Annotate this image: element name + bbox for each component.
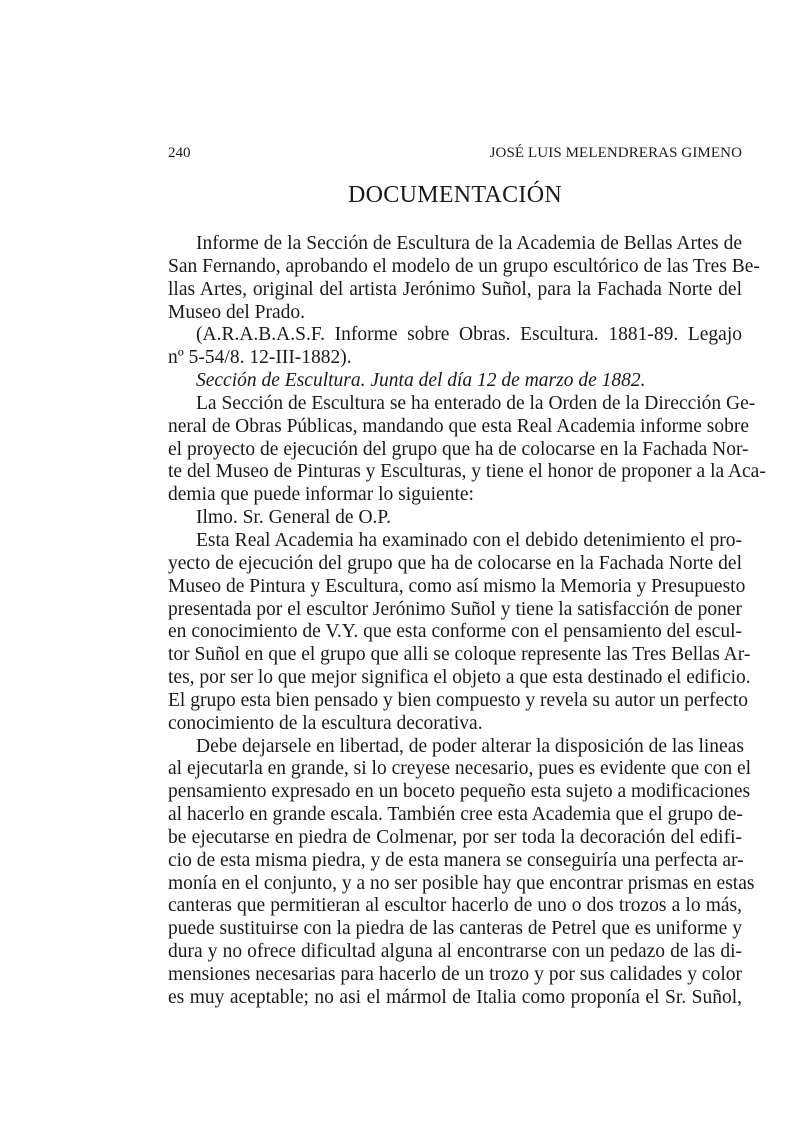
- body-line: Esta Real Academia ha examinado con el debido detenimiento el pro-: [196, 529, 742, 551]
- body-line: mensiones necesarias para hacerlo de un trozo y por sus calidades y color: [168, 964, 742, 985]
- body-line: tes, por ser lo que mejor significa el objeto a que esta destinado el edificio.: [168, 667, 751, 689]
- body-line: tor Suñol en que el grupo que alli se coloque represente las Tres Bellas Ar-: [168, 644, 751, 666]
- section-title: DOCUMENTACIÓN: [348, 182, 562, 208]
- running-header-author: JOSÉ LUIS MELENDRERAS GIMENO: [489, 145, 742, 161]
- body-line: conocimiento de la escultura decorativa.: [168, 712, 483, 734]
- body-line: al ejecutarla en grande, si lo creyese necesario, pues es evidente que con el: [168, 758, 752, 780]
- body-line: te del Museo de Pinturas y Esculturas, y tiene el honor de proponer a la Aca-: [168, 461, 766, 483]
- body-line: el proyecto de ejecución del grupo que ha de colocarse en la Fachada Nor-: [168, 438, 749, 460]
- body-line: Debe dejarsele en libertad, de poder alterar la disposición de las lineas: [196, 735, 744, 757]
- body-line: al hacerlo en grande escala. También cree esta Academia que el grupo de-: [168, 804, 743, 826]
- body-line: presentada por el escultor Jerónimo Suñol y tiene la satisfacción de poner: [168, 598, 742, 620]
- body-line: pensamiento expresado en un boceto pequeño esta sujeto a modificaciones: [168, 781, 751, 803]
- body-line: cio de esta misma piedra, y de esta manera se conseguiría una perfecta ar-: [168, 849, 744, 871]
- body-line: Sección de Escultura. Junta del día 12 de marzo de 1882.: [196, 370, 646, 392]
- body-line: Ilmo. Sr. General de O.P.: [196, 507, 391, 529]
- body-line: llas Artes, original del artista Jerónimo Suñol, para la Fachada Norte del: [168, 278, 742, 300]
- body-line: es muy aceptable; no asi el mármol de Italia como proponía el Sr. Suñol,: [168, 986, 742, 1008]
- body-line: La Sección de Escultura se ha enterado de la Orden de la Dirección Ge-: [196, 392, 756, 414]
- body-line: neral de Obras Públicas, mandando que esta Real Academia informe sobre: [168, 415, 750, 437]
- body-line: Museo de Pintura y Escultura, como así mismo la Memoria y Presupuesto: [168, 575, 746, 597]
- running-header: [168, 143, 742, 163]
- body-line: Informe de la Sección de Escultura de la Academia de Bellas Artes de: [196, 233, 742, 254]
- body-line: (A.R.A.B.A.S.F. Informe sobre Obras. Escultura. 1881-89. Legajo: [196, 324, 742, 346]
- body-line: El grupo esta bien pensado y bien compuesto y revela su autor un perfecto: [168, 689, 748, 711]
- body-line: nº 5-54/8. 12-III-1882).: [168, 347, 352, 369]
- body-line: dura y no ofrece dificultad alguna al encontrarse con un pedazo de las di-: [168, 941, 742, 963]
- page-number: 240: [168, 145, 191, 161]
- body-line: San Fernando, aprobando el modelo de un grupo escultórico de las Tres Be-: [168, 255, 760, 277]
- body-line: demia que puede informar lo siguiente:: [168, 484, 474, 506]
- body-text: [168, 233, 766, 1010]
- body-line: canteras que permitieran al escultor hacerlo de uno o dos trozos a lo más,: [168, 895, 742, 917]
- body-line: yecto de ejecución del grupo que ha de colocarse en la Fachada Norte del: [168, 552, 742, 574]
- body-line: en conocimiento de V.Y. que esta conforme con el pensamiento del escul-: [168, 621, 742, 643]
- body-line: be ejecutarse en piedra de Colmenar, por ser toda la decoración del edifi-: [168, 826, 742, 848]
- body-line: puede sustituirse con la piedra de las canteras de Petrel que es uniforme y: [168, 918, 742, 940]
- body-line: Museo del Prado.: [168, 301, 306, 323]
- body-line: monía en el conjunto, y a no ser posible hay que encontrar prismas en estas: [168, 872, 755, 894]
